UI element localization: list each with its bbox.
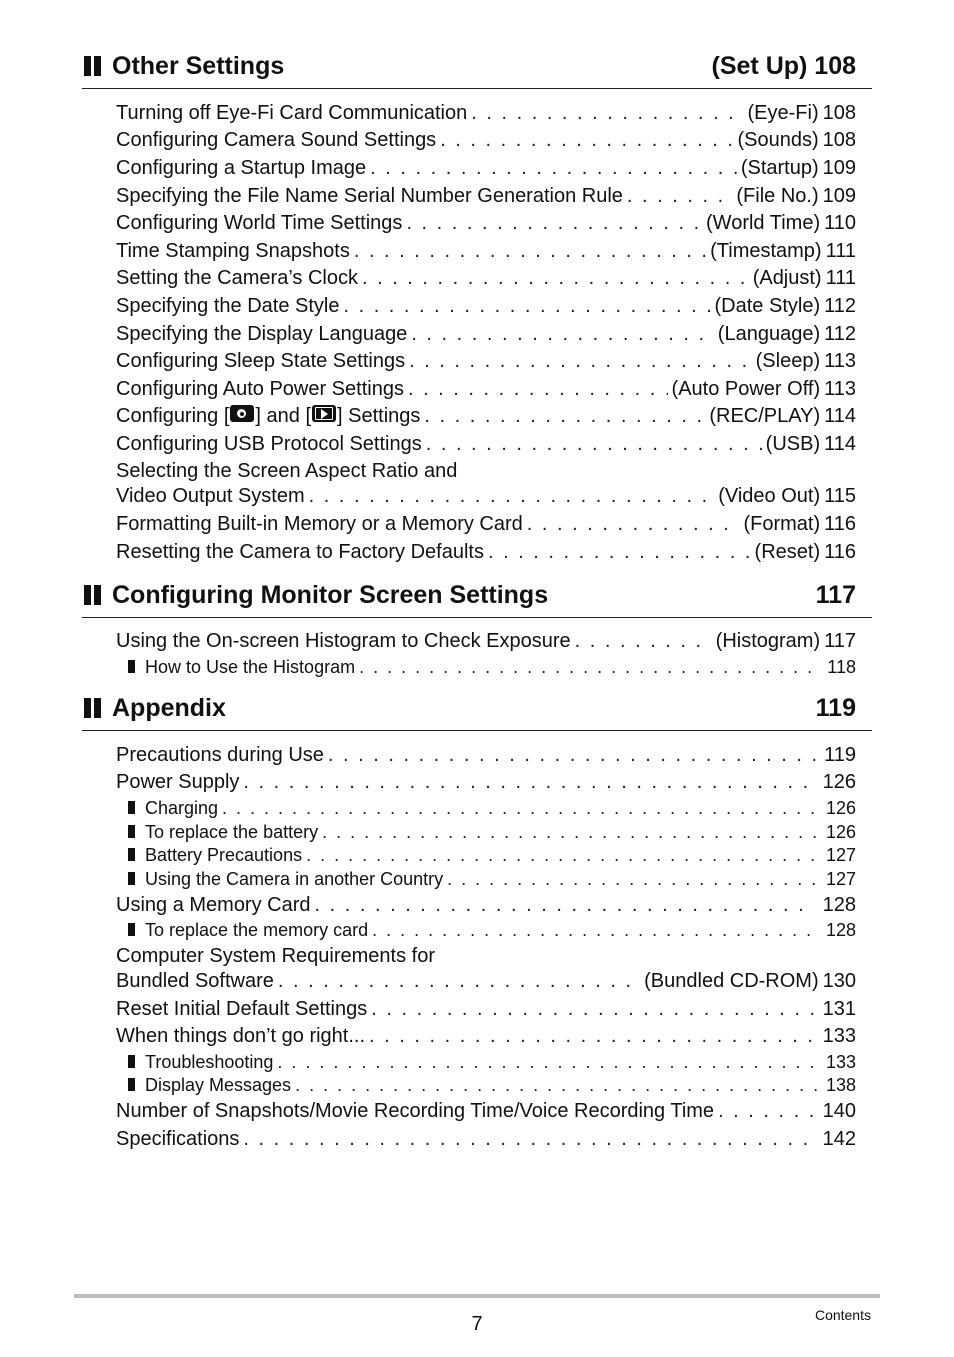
dot-leader [527, 511, 740, 537]
dot-leader [575, 628, 712, 654]
section-title: Other Settings [112, 52, 285, 80]
entry-text: Video Output System [116, 485, 305, 507]
toc-entry[interactable] [116, 431, 856, 457]
toc-entry[interactable] [116, 1023, 856, 1049]
entry-code: (REC/PLAY) [709, 405, 821, 427]
entry-page: 108 [822, 129, 856, 151]
toc-subentry[interactable] [116, 821, 856, 843]
entry-text: Bundled Software [116, 970, 274, 992]
dot-leader [426, 431, 762, 457]
dot-leader [354, 238, 706, 264]
entry-text: Configuring Auto Power Settings [116, 378, 404, 400]
entry-page: 127 [825, 869, 856, 889]
toc-entry[interactable] [116, 348, 856, 374]
section-title: Configuring Monitor Screen Settings [112, 581, 549, 609]
entry-text: Display Messages [145, 1075, 292, 1095]
entry-page: 131 [822, 998, 856, 1020]
bullet-icon [128, 801, 135, 814]
section-page-ref: 117 [815, 581, 856, 609]
entry-text: Using a Memory Card [116, 894, 311, 916]
toc-entry[interactable] [116, 892, 856, 918]
play-icon [312, 405, 336, 422]
dot-leader [627, 183, 732, 209]
entry-page: 113 [824, 350, 856, 372]
section-page-ref: 119 [815, 694, 856, 722]
dot-leader [306, 844, 818, 866]
entry-page: 140 [822, 1100, 856, 1122]
dot-leader [408, 376, 668, 402]
entry-text: Battery Precautions [145, 845, 303, 865]
section-marker-icon [84, 698, 102, 718]
toc-entry[interactable] [116, 293, 856, 319]
entry-code: (World Time) [706, 212, 821, 234]
entry-code: (Reset) [754, 541, 821, 563]
entry-text: Number of Snapshots/Movie Recording Time/Voice Recording Time [116, 1100, 715, 1122]
dot-leader [447, 868, 818, 890]
entry-page: 133 [825, 1052, 856, 1072]
entry-page: 119 [824, 744, 856, 766]
section-heading-other-settings [82, 54, 872, 89]
entry-text: To replace the memory card [145, 920, 369, 940]
entry-text: How to Use the Histogram [145, 657, 356, 677]
entry-page: 130 [822, 970, 856, 992]
entry-text: Formatting Built-in Memory or a Memory Card [116, 513, 523, 535]
toc-entry[interactable] [116, 127, 856, 153]
section-marker-icon [84, 585, 102, 605]
toc-entry[interactable] [116, 511, 856, 537]
entry-code: (Language) [717, 323, 821, 345]
toc-entry[interactable] [116, 265, 856, 291]
entry-page: 114 [824, 433, 856, 455]
dot-leader [359, 656, 818, 678]
dot-leader [440, 127, 733, 153]
entry-text: Charging [145, 798, 219, 818]
toc-entry[interactable] [116, 403, 856, 429]
entry-page: 118 [827, 657, 856, 677]
page-number: 7 [471, 1313, 483, 1335]
dot-leader [409, 348, 752, 374]
toc-entry[interactable] [116, 968, 856, 994]
bullet-icon [128, 872, 135, 885]
entry-code: (Sleep) [755, 350, 821, 372]
dot-leader [322, 821, 818, 843]
camera-icon [230, 405, 254, 422]
entry-page: 112 [824, 323, 856, 345]
entry-text: Configuring World Time Settings [116, 212, 403, 234]
entry-text: Resetting the Camera to Factory Defaults [116, 541, 484, 563]
entry-text: Reset Initial Default Settings [116, 998, 368, 1020]
dot-leader [277, 1051, 818, 1073]
toc-subentry[interactable] [116, 868, 856, 890]
toc-entry[interactable] [116, 539, 856, 565]
entry-text: Turning off Eye-Fi Card Communication [116, 102, 468, 124]
entry-text: Specifying the Date Style [116, 295, 340, 317]
toc-entry[interactable] [116, 1098, 856, 1124]
entry-page: 111 [825, 240, 856, 262]
toc-subentry[interactable] [116, 797, 856, 819]
entry-code: (Histogram) [715, 630, 821, 652]
section-heading-monitor-screen [82, 583, 872, 618]
entry-text-c: ] Settings [337, 405, 421, 427]
entry-text: Using the On-screen Histogram to Check Exposure [116, 630, 571, 652]
dot-leader [243, 769, 814, 795]
entry-code: (Timestamp) [710, 240, 822, 262]
entry-page: 126 [825, 822, 856, 842]
entry-page: 114 [824, 405, 856, 427]
entry-page: 142 [822, 1128, 856, 1150]
entry-code: (Format) [743, 513, 821, 535]
entry-code: (Sounds) [737, 129, 819, 151]
entry-page: 117 [824, 630, 856, 652]
entry-text-a: Configuring [ [116, 405, 230, 427]
entry-page: 113 [824, 378, 856, 400]
entry-text: Specifying the File Name Serial Number Generation Rule [116, 185, 623, 207]
toc-entry[interactable] [116, 742, 856, 768]
entry-text: Configuring USB Protocol Settings [116, 433, 422, 455]
section-title: Appendix [112, 694, 226, 722]
dot-leader [309, 483, 715, 509]
section-page-ref: (Set Up) 108 [711, 52, 856, 80]
entry-text: Configuring Camera Sound Settings [116, 129, 437, 151]
entry-code: (Startup) [740, 157, 819, 179]
dot-leader [406, 210, 702, 236]
toc-entry[interactable] [116, 996, 856, 1022]
toc-entry[interactable] [116, 210, 856, 236]
dot-leader [243, 1126, 814, 1152]
entry-page: 112 [824, 295, 856, 317]
bullet-icon [128, 660, 135, 673]
toc-subentry[interactable] [116, 844, 856, 866]
toc-entry[interactable] [116, 183, 856, 209]
dot-leader [295, 1074, 818, 1096]
toc-entry[interactable] [116, 100, 856, 126]
entry-text-line1: Computer System Requirements for [116, 945, 436, 967]
dot-leader [471, 100, 743, 126]
entry-text: Time Stamping Snapshots [116, 240, 350, 262]
entry-page: 109 [822, 185, 856, 207]
bullet-icon [128, 923, 135, 936]
dot-leader [718, 1098, 815, 1124]
entry-page: 108 [822, 102, 856, 124]
toc-entry[interactable] [116, 1126, 856, 1152]
dot-leader [371, 996, 814, 1022]
entry-text: To replace the battery [145, 822, 319, 842]
entry-text: Power Supply [116, 771, 240, 793]
toc-entry[interactable] [116, 376, 856, 402]
entry-code: (File No.) [736, 185, 819, 207]
footer-rule [74, 1294, 880, 1298]
dot-leader [328, 742, 816, 768]
entry-code: (Adjust) [752, 267, 822, 289]
toc-subentry[interactable] [116, 919, 856, 941]
dot-leader [362, 265, 749, 291]
entry-page: 133 [822, 1025, 856, 1047]
entry-code: (Eye-Fi) [747, 102, 819, 124]
entry-page: 109 [822, 157, 856, 179]
footer-label[interactable]: Contents [814, 1307, 871, 1323]
dot-leader [370, 155, 737, 181]
section-marker-icon [84, 56, 102, 76]
entry-page: 115 [824, 485, 856, 507]
bullet-icon [128, 1055, 135, 1068]
toc-subentry[interactable] [116, 1074, 856, 1096]
dot-leader [343, 293, 710, 319]
dot-leader [411, 321, 713, 347]
dot-leader [222, 797, 818, 819]
entry-page: 128 [822, 894, 856, 916]
entry-text: Using the Camera in another Country [145, 869, 444, 889]
entry-code: (Video Out) [718, 485, 821, 507]
entry-text-b: ] and [ [255, 405, 312, 427]
entry-page: 116 [824, 513, 856, 535]
entry-text: When things don’t go right... [116, 1025, 366, 1047]
entry-text: Specifying the Display Language [116, 323, 408, 345]
entry-code: (Bundled CD-ROM) [644, 970, 819, 992]
entry-page: 110 [824, 212, 856, 234]
toc-entry[interactable] [116, 769, 856, 795]
section-heading-appendix [82, 696, 872, 731]
entry-page: 138 [825, 1075, 856, 1095]
bullet-icon [128, 1078, 135, 1091]
entry-page: 127 [825, 845, 856, 865]
entry-text: Configuring Sleep State Settings [116, 350, 406, 372]
entry-page: 126 [822, 771, 856, 793]
dot-leader [369, 1023, 815, 1049]
entry-text: Precautions during Use [116, 744, 324, 766]
toc-entry[interactable] [116, 628, 856, 654]
entry-text: Setting the Camera’s Clock [116, 267, 358, 289]
dot-leader [488, 539, 751, 565]
entry-page: 111 [825, 267, 856, 289]
entry-page: 116 [824, 541, 856, 563]
entry-code: (Date Style) [714, 295, 821, 317]
entry-text: Specifications [116, 1128, 240, 1150]
entry-text-line1: Selecting the Screen Aspect Ratio and [116, 460, 458, 482]
dot-leader [424, 403, 705, 429]
entry-text: Configuring a Startup Image [116, 157, 367, 179]
toc-entry[interactable] [116, 238, 856, 264]
entry-page: 128 [825, 920, 856, 940]
bullet-icon [128, 825, 135, 838]
toc-entry[interactable] [116, 155, 856, 181]
toc-subentry[interactable] [116, 656, 856, 678]
dot-leader [315, 892, 815, 918]
entry-text: Troubleshooting [145, 1052, 274, 1072]
entry-page: 126 [825, 798, 856, 818]
entry-code: (Auto Power Off) [671, 378, 821, 400]
bullet-icon [128, 848, 135, 861]
dot-leader [278, 968, 640, 994]
toc-entry[interactable] [116, 483, 856, 509]
toc-entry[interactable] [116, 321, 856, 347]
toc-subentry[interactable] [116, 1051, 856, 1073]
dot-leader [372, 919, 818, 941]
entry-code: (USB) [765, 433, 821, 455]
